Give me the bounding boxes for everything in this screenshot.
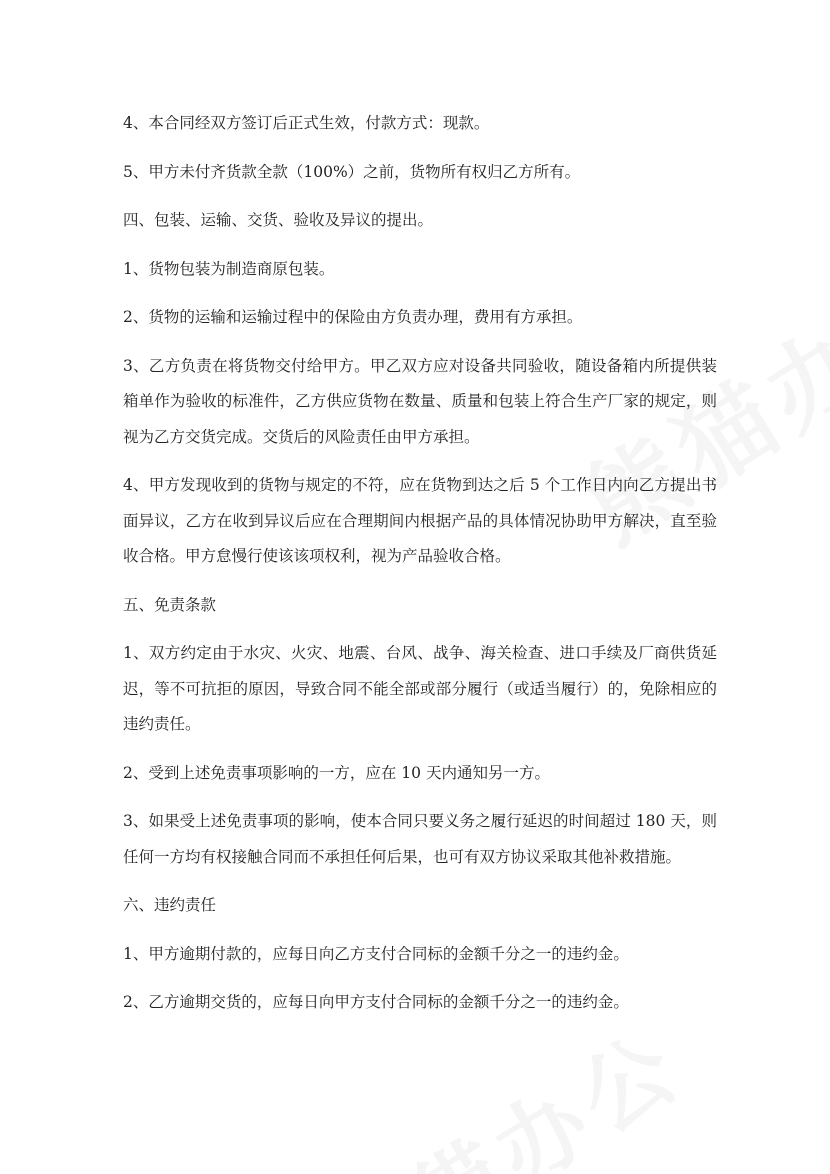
packaging-clause-4: 4、甲方发现收到的货物与规定的不符，应在货物到达之后 5 个工作日内向乙方提出书面异议，乙方在收到异议后应在合理期间内根据产品的具体情况协助甲方解决，直至验收合格。甲方怠慢行使该该项权利，视为产品验收合格。 [123, 476, 717, 565]
section-heading-packaging: 四、包装、运输、交货、验收及异议的提出。 [123, 211, 434, 229]
clause-4-effective-payment: 4、本合同经双方签订后正式生效，付款方式：现款。 [123, 114, 490, 132]
packaging-clause-3: 3、乙方负责在将货物交付给甲方。甲乙双方应对设备共同验收，随设备箱内所提供装箱单作为验收的标准件，乙方供应货物在数量、质量和包装上符合生产厂家的规定，则视为乙方交货完成。交货后的风险责任由甲方承担。 [123, 356, 717, 446]
section-heading-liability: 六、违约责任 [123, 896, 217, 914]
exemption-clause-1: 1、双方约定由于水灾、火灾、地震、台风、战争、海关检查、进口手续及厂商供货延迟，等不可抗拒的原因，导致合同不能全部或部分履行（或适当履行）的，免除相应的违约责任。 [123, 644, 717, 733]
clause-5-ownership: 5、甲方未付齐货款全款（100%）之前，货物所有权归乙方所有。 [123, 162, 581, 181]
contract-body [123, 106, 717, 1034]
exemption-clause-3: 3、如果受上述免责事项的影响，使本合同只要义务之履行延迟的时间超过 180 天，则任何一方均有权接触合同而不承担任何后果，也可有双方协议采取其他补救措施。 [123, 812, 717, 866]
packaging-clause-1: 1、货物包装为制造商原包装。 [123, 259, 335, 278]
section-heading-exemption: 五、免责条款 [123, 595, 217, 614]
liability-clause-2: 2、乙方逾期交货的，应每日向甲方支付合同标的金额千分之一的违约金。 [123, 993, 629, 1011]
exemption-clause-2: 2、受到上述免责事项影响的一方，应在 10 天内通知另一方。 [123, 763, 550, 782]
liability-clause-1: 1、甲方逾期付款的，应每日向乙方支付合同标的金额千分之一的违约金。 [123, 944, 629, 963]
packaging-clause-2: 2、货物的运输和运输过程中的保险由方负责办理，费用有方承担。 [123, 308, 583, 326]
